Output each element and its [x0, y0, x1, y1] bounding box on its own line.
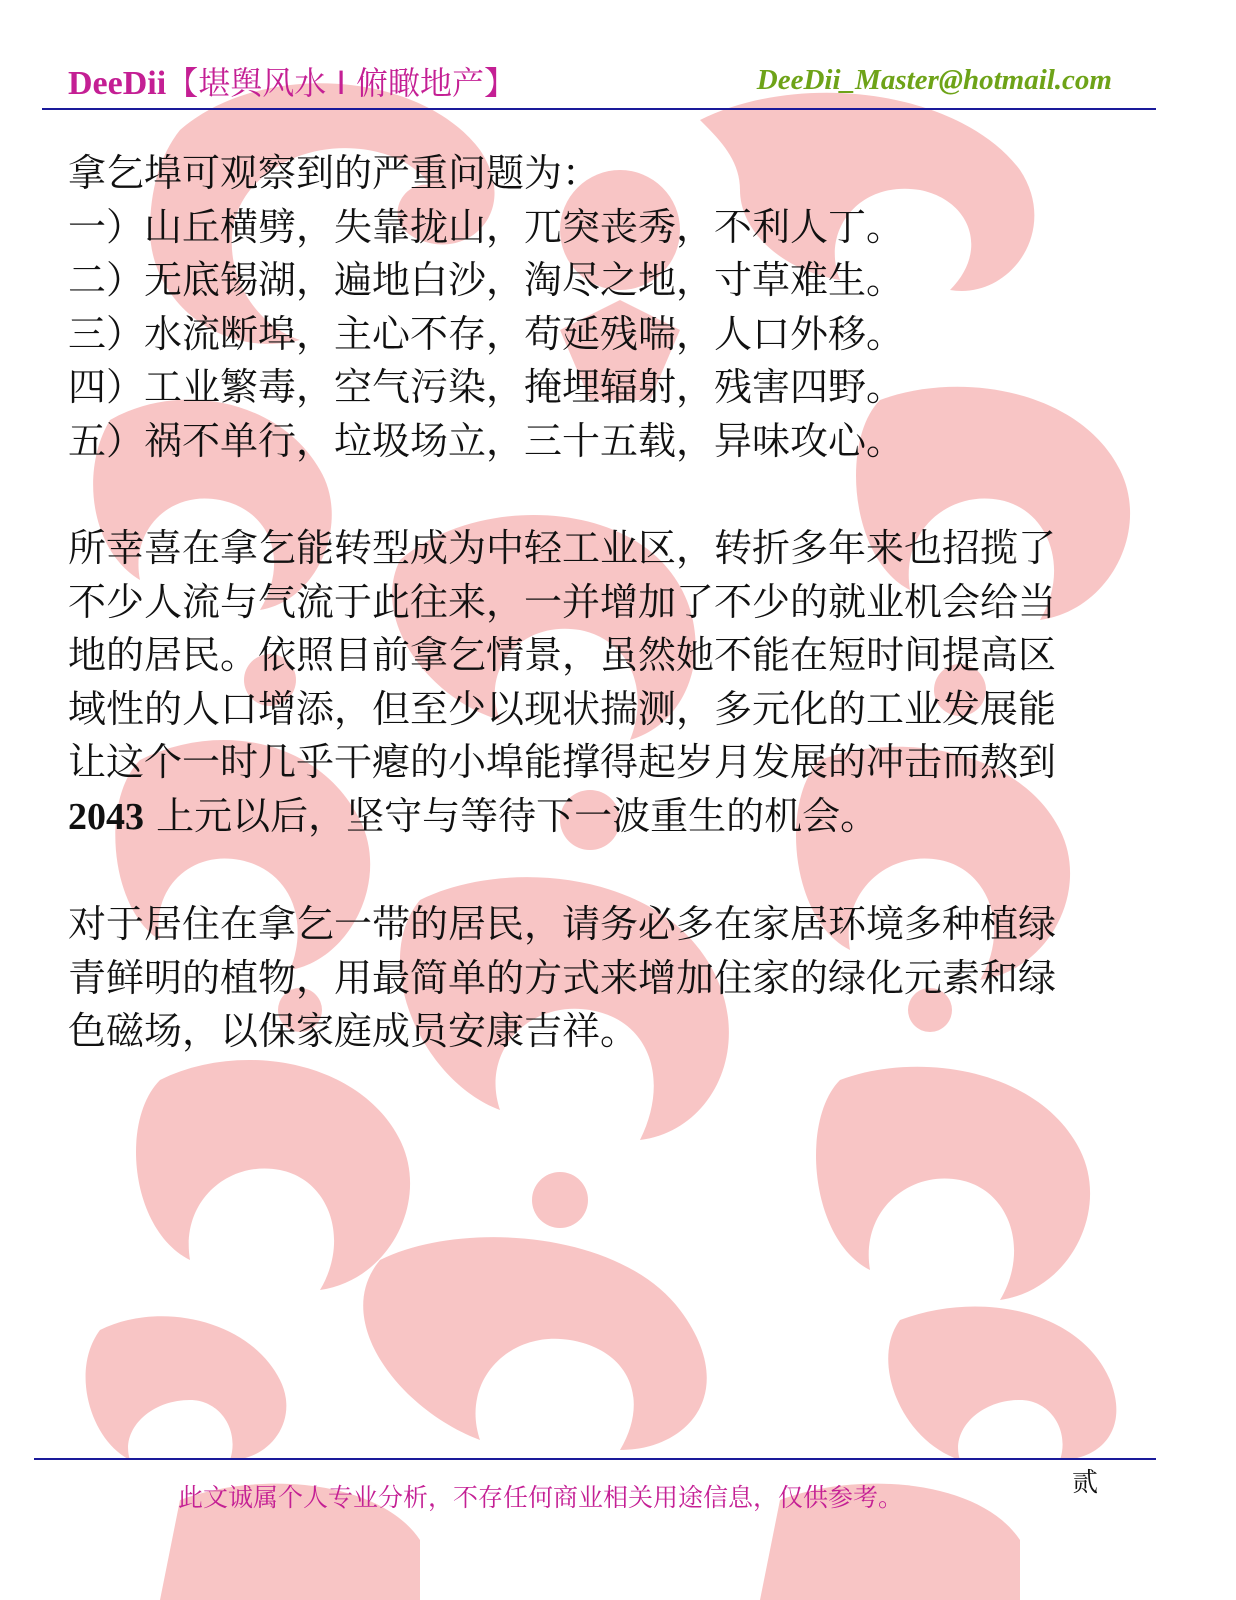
- brand-title: [68, 58, 516, 104]
- brand-subtitle: 【堪舆风水 I 俯瞰地产】: [166, 64, 516, 102]
- paragraph2-tail: 上元以后，坚守与等待下一波重生的机会。: [144, 793, 879, 838]
- footer-divider: [34, 1458, 1156, 1460]
- issue-line-4: 四）工业繁毒，空气污染，掩埋辐射，残害四野。: [68, 365, 905, 409]
- issue-line-1: 一）山丘横劈，失靠拢山，兀突丧秀，不利人丁。: [68, 204, 905, 249]
- paragraph2-line-5: 让这个一时几乎干瘪的小埠能撑得起岁月发展的冲击而熬到: [68, 740, 1057, 784]
- issue-line-5: 五）祸不单行，垃圾场立，三十五载，异味攻心。: [68, 418, 905, 463]
- paragraph3-line-1: 对于居住在拿乞一带的居民，请务必多在家居环境多种植绿: [68, 902, 1057, 946]
- issue-line-2: 二）无底锡湖，遍地白沙，淘尽之地，寸草难生。: [68, 258, 905, 302]
- issue-line-3: 三）水流断埠，主心不存，苟延残喘，人口外移。: [68, 311, 905, 356]
- paragraph3-line-3: 色磁场，以保家庭成员安康吉祥。: [68, 1009, 639, 1053]
- paragraph-spacer: [68, 844, 1148, 898]
- paragraph2-line-6: [68, 790, 1148, 845]
- article-body: [68, 147, 1148, 1059]
- paragraph2-line-3: 地的居民。依照目前拿乞情景，虽然她不能在短时间提高区: [68, 633, 1057, 677]
- brand-name: DeeDii: [68, 65, 167, 102]
- page-number: 贰: [1072, 1468, 1099, 1498]
- page-header: [68, 52, 1168, 108]
- paragraph3-line-2: 青鲜明的植物，用最简单的方式来增加住家的绿化元素和绿: [68, 955, 1057, 1000]
- intro-line: 拿乞埠可观察到的严重问题为：: [68, 151, 601, 195]
- paragraph2-line-2: 不少人流与气流于此往来，一并增加了不少的就业机会给当: [68, 579, 1057, 624]
- footer-disclaimer: 此文诚属个人专业分析，不存任何商业相关用途信息，仅供参考。: [178, 1483, 904, 1512]
- paragraph2-line-1: 所幸喜在拿乞能转型成为中轻工业区，转折多年来也招揽了: [68, 526, 1057, 570]
- paragraph-spacer: [68, 468, 1148, 522]
- paragraph2-line-4: 域性的人口增添，但至少以现状揣测，多元化的工业发展能: [68, 686, 1057, 731]
- contact-email[interactable]: DeeDii_Master@hotmail.com: [756, 64, 1112, 96]
- year-figure: 2043: [68, 795, 144, 838]
- header-divider: [42, 108, 1156, 110]
